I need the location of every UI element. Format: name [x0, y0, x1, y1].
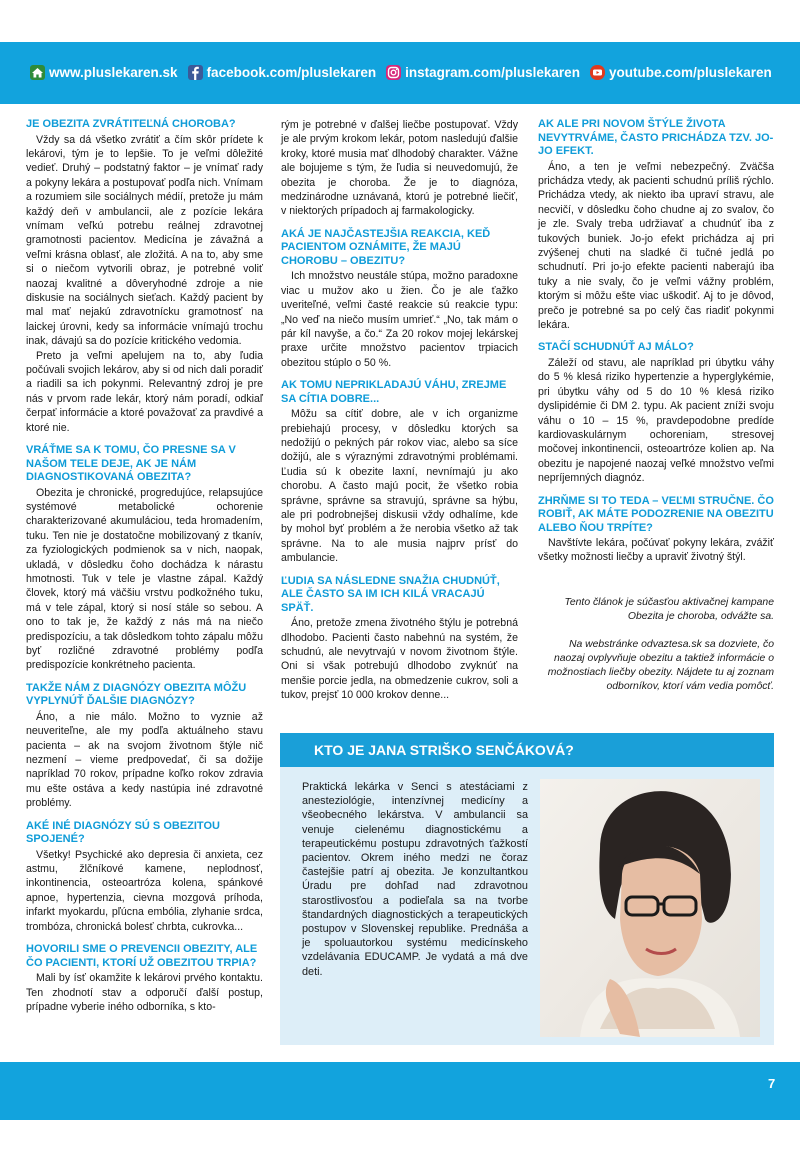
- section-lose-little: [538, 341, 774, 485]
- section-reversible: [26, 118, 263, 435]
- facebook-link-label: facebook.com/pluslekaren: [206, 64, 377, 80]
- section-weight-returns: [281, 575, 518, 703]
- paragraph: rým je potrebné v ďalšej liečbe postupovať. Vždy je ale prvým krokom lekár, potom nasledujú ďalšie kroky, ktoré musia mať dlhodobý charakter. Vážne ale bojujeme s tým, že ľudia si neuvedomujú, že obezita je choroba. Že je to diagnóza, medzinárodne uznávaná, ktorú je potrebné liečiť, v niektorých prípadoch aj farmakologicky.: [281, 119, 518, 218]
- website-link-label: www.pluslekaren.sk: [49, 64, 178, 80]
- youtube-link[interactable]: [590, 65, 772, 80]
- section-heading: TAKŽE NÁM Z DIAGNÓZY OBEZITA MÔŽU VYPLYNÚŤ ĎALŠIE DIAGNÓZY?: [26, 681, 247, 708]
- section-summary: [538, 495, 774, 565]
- paragraph: Všetky! Psychické ako depresia či anxieta, cez astmu, žlčníkové kamene, neplodnosť, inkontinencia, osteoartróza kolena, spánkové apnoe, hypertenzia, cievna mozgová príhoda, infarkt myokardu, pľúcna embólia, zlyhanie srdca, trombóza, chronická bolesť chrbta, cukrovka...: [26, 848, 263, 933]
- section-heading: AKÁ JE NAJČASTEJŠIA REAKCIA, KEĎ PACIENTOM OZNÁMITE, ŽE MAJÚ CHOROBU – OBEZITU?: [281, 227, 491, 267]
- paragraph: Navštívte lekára, počúvať pokyny lekára, zvážiť všetky možnosti liečby a upraviť životný štýl.: [538, 537, 774, 564]
- section-patients: [26, 943, 263, 1014]
- paragraph: Áno, pretože zmena životného štýlu je potrebná dlhodobo. Pacienti často nabehnú na systém, že schudnú, ale nevytrvajú v novom životnom štýle. Oni si však potrebujú dlhodobo zvyknúť na menšie porcie jedla, na obmedzenie cukrov, soli a tukov, prejsť 10 000 krokov denne...: [281, 617, 518, 702]
- section-heading: AK ALE PRI NOVOM ŠTÝLE ŽIVOTA NEVYTRVÁME, ČASTO PRICHÁDZA TZV. JO-JO EFEKT.: [538, 118, 774, 157]
- section-heading: JE OBEZITA ZVRÁTITEĽNÁ CHOROBA?: [26, 118, 236, 130]
- instagram-icon: [386, 65, 401, 80]
- website-link[interactable]: [30, 65, 178, 80]
- youtube-link-label: youtube.com/pluslekaren: [608, 64, 772, 80]
- home-icon: [30, 65, 45, 80]
- section-heading: HOVORILI SME O PREVENCII OBEZITY, ALE ČO PACIENTI, KTORÍ UŽ OBEZITOU TRPIA?: [26, 943, 258, 969]
- section-heading: ĽUDIA SA NÁSLEDNE SNAŽIA CHUDNÚŤ, ALE ČASTO SA IM ICH KILÁ VRACAJÚ SPÄŤ.: [281, 574, 500, 614]
- paragraph: Áno, a ten je veľmi nebezpečný. Zväčša prichádza vtedy, ak pacienti schudnú príliš rýchlo. Prichádza vtedy, ak niekto iba upraví stravu, ale necvičí, v dôsledku čoho chudne aj zo svalov, čo je zle. Svaly treba udržiavať a chudnúť iba z tukových buniek. Jo-jo efekt prichádza aj pri zvýšenej chuti na sladké či tučné jedlá po schudnutí. Pri jo-jo efekte pacienti naberajú iba tuky a nie svaly, čo je veľmi vážny problém, ktorým si môžu ešte viac uškodiť. Aj to je dôvod, prečo je potrebné sa po celý čas riadiť pokynmi lekára.: [538, 160, 774, 331]
- youtube-icon: [590, 65, 605, 80]
- bio-text: Praktická lekárka v Senci s atestáciami z anesteziológie, intenzívnej medicíny a všeobecného lekárstva. V ambulancii sa venuje cielenému diagnostickému a terapeutickému postupu zdravotných ťažkostí pacientov. Okrem iného medzi ne čoraz častejšie patrí aj obezita. Je konzultantkou Úradu pre dohľad nad zdravotnou starostlivosťou a podieľala sa na tvorbe štandardných diagnostických a terapeutických postupov v Slovenskej republike. Prednáša a je spoluautorkou systému medicínskeho vzdelávania EDUCAMP. Je vydatá a má dve deti.: [302, 781, 528, 978]
- paragraph: Mali by ísť okamžite k lekárovi prvého kontaktu. Ten zhodnotí stav a odporučí ďalší postup, prípadne vyberie iného odborníka, s kto-: [26, 972, 263, 1013]
- section-linked-diagnoses: [26, 820, 263, 934]
- campaign-note: Tento článok je súčasťou aktivačnej kampane Obezita je choroba, odvážte sa.: [564, 596, 774, 622]
- paragraph: Záleží od stavu, ale napríklad pri úbytku váhy do 5 % klesá riziko hypertenzie a hyperglykémie, pri úbytku váhy od 5 do 10 % klesá riziko dyslipidémie či DM 2. typu. Ak pacient zníži svoju váhu o 10 – 15 %, pravdepodobne predíde kardiovaskulárnym ochoreniam, stresovej močovej inkontinencii, osteoartróze kolien ap. Na obezitu je napojené naozaj veľké množstvo veľmi nepríjemných diagnóz.: [538, 356, 774, 485]
- facebook-link[interactable]: [188, 65, 377, 80]
- paragraph: Vždy sa dá všetko zvrátiť a čím skôr prídete k lekárovi, tým je to lepšie. To je veľmi dôležité vedieť. Druhý – podstatný faktor – je vnímať rady a pokyny lekára a postupovať podľa nich. Vnímam a rozumiem sile sociálnych médií, pretože ju mám každý deň v ambulancii, ale z pozície lekára vnímam veľkú potrebu reálnej zdravotnej gramotnosti pacientov. Medicína je závažná a veľmi krásna oblasť, ale zložitá. A na to, aby sme si o niečom vytvorili obraz, je potrebné voliť naozaj kvalitné a dôveryhodné zdroje a nie diskusie na sociálnych sieťach. Každý pacient by mal mať nejakú zdravotnícku gramotnosť na laickej úrovni, kedy sa informácie vnímajú trochu inak, dávajú sa do pozície kritického vedomia.: [26, 133, 263, 348]
- instagram-link-label: instagram.com/pluslekaren: [405, 64, 580, 80]
- column-1: [26, 118, 263, 1023]
- section-heading: AKÉ INÉ DIAGNÓZY SÚ S OBEZITOU SPOJENÉ?: [26, 819, 220, 846]
- portrait-photo: [540, 779, 760, 1037]
- section-feel-good: [281, 379, 518, 565]
- bio-title: KTO JE JANA STRIŠKO SENČÁKOVÁ?: [314, 742, 574, 758]
- section-heading: AK TOMU NEPRIKLADAJÚ VÁHU, ZREJME SA CÍTIA DOBRE...: [281, 379, 507, 405]
- paragraph: Ich množstvo neustále stúpa, možno paradoxne viac u mužov ako u žien. Čo je ale ťažko uveriteľné, veľmi časté reakcie sú reakcie typu: „No veď na niečo musím umrieť.“ „No, tak mám o pár kíl navyše, a čo.“ Za 20 rokov mojej lekárskej praxe určite množstvo pacientov trpiacich obezitou stúplo o 50 %.: [281, 270, 518, 369]
- instagram-link[interactable]: [386, 65, 580, 80]
- bio-box-header: [280, 733, 774, 767]
- facebook-icon: [188, 65, 203, 80]
- section-yoyo: [538, 118, 774, 332]
- paragraph: Preto ja veľmi apelujem na to, aby ľudia počúvali svojich lekárov, aby si od nich dali poradiť a riadili sa ich pokynmi. Relevantný zdroj je pre nás v prvom rade lekár, ktorý nám poradí, odkiaľ čerpať informácie a ktoré považovať za pravdivé a ktoré nie.: [26, 349, 263, 434]
- paragraph: Obezita je chronické, progredujúce, relapsujúce systémové metabolické ochorenie charakterizované akumuláciou, teda hromadením, tuku. Ten nie je dostatočne mobilizovaný z tkanív, za fyziologických podmienok sa v nich, naopak, ukladá, v dôsledku čoho dochádza k nárastu hmotnosti. Tuk v tele je vlastne zápal. Každý človek, ktorý má väčšiu vrstvu podkožného tuku, má v tele zápal, ktorý si nosí stále so sebou. A ono to tak je, že každý z nás má na niečo predispozíciu, a tak dôsledkom tohto zápalu môžu byť rozličné zdravotné problémy podľa predispozície konkrétneho pacienta.: [26, 486, 263, 672]
- header-links: [30, 61, 772, 83]
- section-what-happens: [26, 444, 263, 673]
- section-heading: STAČÍ SCHUDNÚŤ AJ MÁLO?: [538, 341, 694, 354]
- column-2: [281, 118, 518, 712]
- website-note: Na webstránke odvaztesa.sk sa dozviete, čo naozaj ovplyvňuje obezitu a taktiež informácie o možnostiach liečby obezity. Nájdete tu aj zoznam odborníkov, ktorí vám vedia pomôcť.: [547, 638, 774, 692]
- bio-box: [280, 733, 774, 1045]
- section-continuation: [281, 118, 518, 219]
- page-number: 7: [768, 1076, 776, 1091]
- section-reaction: [281, 228, 518, 370]
- column-3: [538, 118, 774, 694]
- footer-bar: [0, 1062, 800, 1120]
- section-heading: VRÁŤME SA K TOMU, ČO PRESNE SA V NAŠOM TELE DEJE, AK JE NÁM DIAGNOSTIKOVANÁ OBEZITA?: [26, 444, 236, 484]
- section-heading: ZHRŇME SI TO TEDA – VEĽMI STRUČNE. ČO ROBIŤ, AK MÁTE PODOZRENIE NA OBEZITU ALEBO ŇOU TRPÍTE?: [538, 494, 774, 534]
- section-other-diagnoses: [26, 682, 263, 811]
- paragraph: Môžu sa cítiť dobre, ale v ich organizme prebiehajú procesy, v dôsledku ktorých sa nedožijú o pekných pár rokov viac, alebo sa síce dožijú, ale s výraznými zdravotnými problémami. Ľudia sú k obezite laxní, nevnímajú ju ako chorobu. A často majú pocit, že všetko robia správne, správne sa stravujú, správne sa hýbu, ale pri podrobnejšej diskusii vždy odhalíme, kde by mohol byť problém a že nerobia všetko až tak správne. Na to ale musia najprv prísť do ambulancie.: [281, 408, 518, 565]
- paragraph: Áno, a nie málo. Možno to vyznie až neuveriteľne, ale my podľa aktuálneho stavu pacienta – ak na svojom životnom štýle nič nezmení – vieme predpovedať, či sa dožije napríklad 70 rokov, prípadne koľko rokov zdravia mu ešte ostáva a kedy nastúpia iné zdravotné problémy.: [26, 710, 263, 810]
